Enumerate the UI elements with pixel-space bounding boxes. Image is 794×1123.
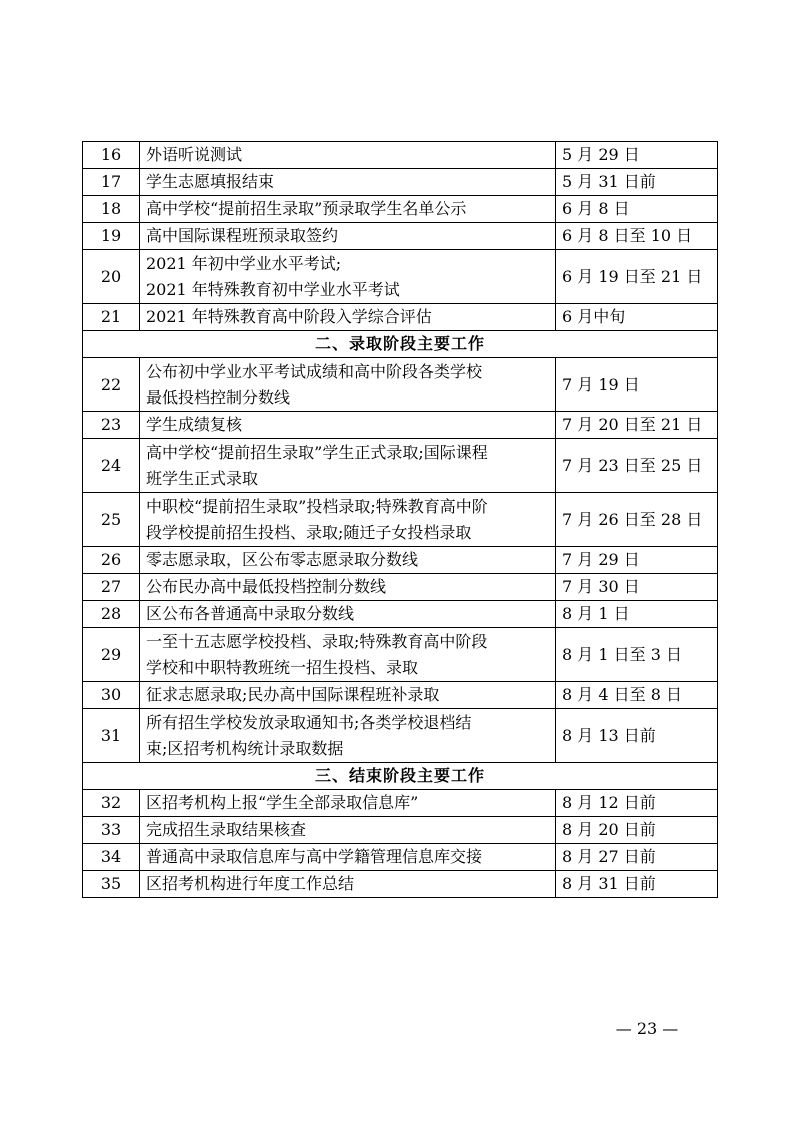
date-cell: 8 月 27 日前 xyxy=(556,844,718,871)
row-number: 23 xyxy=(83,412,140,439)
task-text: 高中国际课程班预录取签约 xyxy=(146,226,339,245)
date-cell: 7 月 29 日 xyxy=(556,547,718,574)
date-cell: 7 月 30 日 xyxy=(556,574,718,601)
page-number: — 23 — xyxy=(615,1019,679,1038)
task-text: 束;区招考机构统计录取数据 xyxy=(146,738,344,758)
row-number: 30 xyxy=(83,682,140,709)
table-row xyxy=(83,574,718,601)
task-cell xyxy=(140,844,556,871)
task-text: 普通高中录取信息库与高中学籍管理信息库交接 xyxy=(146,847,483,866)
row-number: 31 xyxy=(83,709,140,763)
row-number: 21 xyxy=(83,304,140,331)
date-cell: 7 月 20 日至 21 日 xyxy=(556,412,718,439)
date-cell: 8 月 13 日前 xyxy=(556,709,718,763)
task-text: 学生志愿填报结束 xyxy=(146,172,275,191)
task-cell xyxy=(140,871,556,898)
date-cell: 6 月 8 日至 10 日 xyxy=(556,223,718,250)
row-number: 26 xyxy=(83,547,140,574)
date-cell: 7 月 26 日至 28 日 xyxy=(556,493,718,547)
task-text: 学生成绩复核 xyxy=(146,415,243,434)
row-number: 20 xyxy=(83,250,140,304)
table-row xyxy=(83,304,718,331)
task-cell xyxy=(140,601,556,628)
date-cell: 7 月 23 日至 25 日 xyxy=(556,439,718,493)
section-header-row xyxy=(83,331,718,358)
date-cell: 8 月 12 日前 xyxy=(556,790,718,817)
row-number: 25 xyxy=(83,493,140,547)
task-cell xyxy=(140,142,556,169)
table-row xyxy=(83,601,718,628)
task-text: 公布初中学业水平考试成绩和高中阶段各类学校 xyxy=(146,361,483,381)
row-number: 18 xyxy=(83,196,140,223)
date-cell: 8 月 4 日至 8 日 xyxy=(556,682,718,709)
task-text: 2021 年特殊教育初中学业水平考试 xyxy=(146,279,400,299)
table-row xyxy=(83,817,718,844)
table-row xyxy=(83,547,718,574)
date-cell: 8 月 31 日前 xyxy=(556,871,718,898)
date-cell: 5 月 29 日 xyxy=(556,142,718,169)
table-row xyxy=(83,493,718,547)
task-text: 班学生正式录取 xyxy=(146,468,259,488)
table-row xyxy=(83,169,718,196)
date-cell: 8 月 20 日前 xyxy=(556,817,718,844)
date-cell: 6 月 19 日至 21 日 xyxy=(556,250,718,304)
task-text: 2021 年特殊教育高中阶段入学综合评估 xyxy=(146,307,432,326)
table-row xyxy=(83,412,718,439)
task-text: 区公布各普通高中录取分数线 xyxy=(146,604,355,623)
task-cell xyxy=(140,682,556,709)
date-cell: 8 月 1 日至 3 日 xyxy=(556,628,718,682)
task-text: 外语听说测试 xyxy=(146,145,243,164)
task-cell xyxy=(140,547,556,574)
date-cell: 6 月 8 日 xyxy=(556,196,718,223)
schedule-table-body xyxy=(83,142,718,898)
task-text: 公布民办高中最低投档控制分数线 xyxy=(146,577,387,596)
date-cell: 8 月 1 日 xyxy=(556,601,718,628)
table-row xyxy=(83,223,718,250)
task-text: 区招考机构上报“学生全部录取信息库” xyxy=(146,793,419,812)
row-number: 19 xyxy=(83,223,140,250)
task-text: 学校和中职特教班统一招生投档、录取 xyxy=(146,657,419,677)
task-cell xyxy=(140,250,556,304)
task-text: 高中学校“提前招生录取”学生正式录取;国际课程 xyxy=(146,442,488,462)
date-cell: 7 月 19 日 xyxy=(556,358,718,412)
task-text: 中职校“提前招生录取”投档录取;特殊教育高中阶 xyxy=(146,496,488,516)
task-text: 征求志愿录取;民办高中国际课程班补录取 xyxy=(146,685,440,704)
task-cell xyxy=(140,304,556,331)
row-number: 29 xyxy=(83,628,140,682)
row-number: 16 xyxy=(83,142,140,169)
task-cell xyxy=(140,709,556,763)
task-text: 所有招生学校发放录取通知书;各类学校退档结 xyxy=(146,712,472,732)
row-number: 17 xyxy=(83,169,140,196)
table-row xyxy=(83,871,718,898)
task-cell xyxy=(140,358,556,412)
date-cell: 5 月 31 日前 xyxy=(556,169,718,196)
table-row xyxy=(83,709,718,763)
task-text: 段学校提前招生投档、录取;随迁子女投档录取 xyxy=(146,522,472,542)
row-number: 32 xyxy=(83,790,140,817)
task-text: 最低投档控制分数线 xyxy=(146,387,291,407)
row-number: 22 xyxy=(83,358,140,412)
section-title: 三、结束阶段主要工作 xyxy=(83,763,718,790)
task-cell xyxy=(140,817,556,844)
task-cell xyxy=(140,412,556,439)
task-text: 零志愿录取，区公布零志愿录取分数线 xyxy=(146,550,419,569)
task-text: 高中学校“提前招生录取”预录取学生名单公示 xyxy=(146,199,467,218)
task-cell xyxy=(140,196,556,223)
table-row xyxy=(83,439,718,493)
task-cell xyxy=(140,493,556,547)
task-text: 2021 年初中学业水平考试; xyxy=(146,253,342,273)
task-cell xyxy=(140,790,556,817)
row-number: 28 xyxy=(83,601,140,628)
table-row xyxy=(83,628,718,682)
date-cell: 6 月中旬 xyxy=(556,304,718,331)
section-title: 二、录取阶段主要工作 xyxy=(83,331,718,358)
section-header-row xyxy=(83,763,718,790)
table-row xyxy=(83,358,718,412)
task-text: 完成招生录取结果核查 xyxy=(146,820,307,839)
row-number: 24 xyxy=(83,439,140,493)
table-row xyxy=(83,790,718,817)
table-row xyxy=(83,196,718,223)
task-cell xyxy=(140,223,556,250)
row-number: 35 xyxy=(83,871,140,898)
row-number: 33 xyxy=(83,817,140,844)
task-text: 一至十五志愿学校投档、录取;特殊教育高中阶段 xyxy=(146,631,488,651)
table-row xyxy=(83,250,718,304)
task-cell xyxy=(140,169,556,196)
table-row xyxy=(83,682,718,709)
row-number: 34 xyxy=(83,844,140,871)
table-row xyxy=(83,142,718,169)
task-cell xyxy=(140,628,556,682)
task-text: 区招考机构进行年度工作总结 xyxy=(146,874,355,893)
task-cell xyxy=(140,574,556,601)
row-number: 27 xyxy=(83,574,140,601)
schedule-table xyxy=(82,141,718,898)
task-cell xyxy=(140,439,556,493)
table-row xyxy=(83,844,718,871)
